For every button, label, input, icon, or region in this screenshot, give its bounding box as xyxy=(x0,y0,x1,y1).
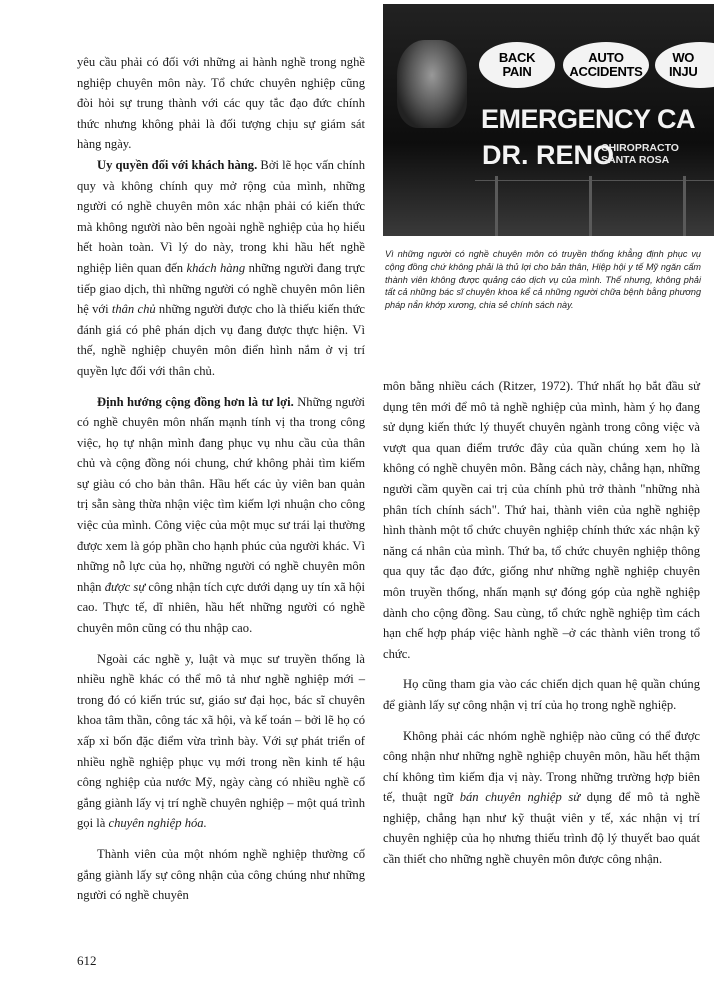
paragraph: yêu cầu phải có đối với những ai hành nghề trong nghề nghiệp chuyên môn này. Tổ chức chuyên nghiệp cũng đòi hỏi sự trung thành với các quy tắc đạo đức chính thức nhưng không phải là đối tượng chịu sự giám sát hàng ngày. xyxy=(77,55,365,152)
billboard-photo xyxy=(383,4,714,236)
billboard-brace xyxy=(475,180,714,181)
section-heading: Uy quyền đối với khách hàng. xyxy=(97,157,258,172)
paragraph: Ngoài các nghề y, luật và mục sư truyền thống là nhiều nghề khác có thể mô tả như nghề nghiệp mới – trong đó có kiến trúc sư, giáo sư đại học, bác sĩ chuyên khoa tâm thần, công tác xã hội, và kế toán – bởi lẽ họ có xấp xỉ bốn đặc điểm vừa trình bày. Với sự phát triển of nhiều nghề nghiệp phục vụ mới trong nền kinh tế hậu công nghiệp của nước Mỹ, ngày càng có nhiều nghề cố gắng giành lấy vị trí nghề chuyên nghiệp – một quá trình gọi là chuyên nghiệp hóa. xyxy=(77,651,365,831)
paragraph: Uy quyền đối với khách hàng. Bởi lẽ học vấn chính quy và không chính quy mở rộng của mình, những người có nghề chuyên môn xác nhận phải có kiến thức mà không người nào bên ngoài nghề nghiệp của họ hiểu hết hoàn toàn. Vì lý do này, trong khi hầu hết nghề nghiệp liên quan đến khách hàng những người đang trực tiếp giao dịch, thì những người có nghề chuyên môn liên hệ với thân chủ những người được cho là thiếu kiến thức đánh giá có phê phán dịch vụ đang được thực hiện. Vì thế, nghề nghiệp chuyên môn điển hình nắm ở vị trí quyền lực đối với thân chủ. xyxy=(77,157,366,378)
billboard-pole xyxy=(589,176,592,236)
section-heading: Định hướng cộng đồng hơn là tư lợi. xyxy=(97,394,294,409)
page-number: 612 xyxy=(77,953,97,968)
sign-back-pain: BACK PAIN xyxy=(479,42,555,88)
billboard-pole xyxy=(683,176,686,236)
paragraph: môn bằng nhiều cách (Ritzer, 1972). Thứ nhất họ bắt đầu sử dụng tên mới để mô tả nghề nghiệp của mình, hàm ý họ đang sử dụng kiến thức lý thuyết chuyên ngành trong công việc và vượt qua quan điểm trước đây của quần chúng xem họ là không có nghề chuyên môn. Bằng cách này, chẳng hạn, những người cầm quyền cai trị của chính phủ trở thành "những nhà phân tích chính sách". Thứ hai, thành viên của nghề nghiệp hình thành một tổ chức chuyên nghiệp chính thức xác nhận kỹ năng cá nhân của mình. Thứ ba, tổ chức chuyên nghiệp thông qua quy tắc đạo đức, giống như những nghề nghiệp chuyên môn truyền thống, nhấn mạnh sự đóng góp của nghề nghiệp dành cho cộng đồng. Sau cùng, tổ chức nghề nghiệp tìm cách hạn chế hợp pháp việc hành nghề –ở các thành viên trong tổ chức. xyxy=(383,379,700,661)
paragraph: Thành viên của một nhóm nghề nghiệp thường cố gắng giành lấy sự công nhận của công chúng như những người có nghề chuyên xyxy=(77,846,365,903)
right-column xyxy=(383,376,700,870)
paragraph: Định hướng cộng đồng hơn là tư lợi. Những người có nghề chuyên môn nhấn mạnh tính vị tha trong công việc, họ tự nhận mình đang phục vụ nhu cầu của thân chủ và cộng đồng nói chung, chứ không phải tìm kiếm sự giàu có cho bản thân. Hầu hết các ủy viên ban quản trị sẵn sàng thừa nhận việc tìm kiếm lợi nhuận cho công việc của mình. Công việc của một mục sư trái lại thường được xem là góp phần cho hạnh phúc của người khác. Vì những nỗ lực của họ, những người có nghề chuyên môn nhận được sự công nhận tích cực dưới dạng uy tín xã hội cao. Thực tế, dĩ nhiên, hầu hết những người có nghề chuyên môn cũng có thu nhập cao. xyxy=(77,394,365,636)
left-column xyxy=(77,52,365,906)
man-portrait xyxy=(397,40,467,128)
paragraph: Không phải các nhóm nghề nghiệp nào cũng có thể được công nhận như những nghề nghiệp chuyên môn, hầu hết thậm chí không tìm kiếm địa vị này. Trong những trường hợp biên tế, thuật ngữ bán chuyên nghiệp sử dụng để mô tả nghề nghiệp, chẳng hạn như kỹ thuật viên y tế, xác nhận vị trí chuyên nghiệp của họ nhưng thiếu trình độ lý thuyết bao quát cần thiết cho những nghề chuyên môn được công nhận. xyxy=(383,728,700,867)
sign-work-injury: WO INJU xyxy=(655,42,714,88)
billboard-subtitle: CHIROPRACTO SANTA ROSA xyxy=(601,142,679,166)
billboard-pole xyxy=(495,176,498,236)
billboard-headline: EMERGENCY CA xyxy=(481,104,696,134)
sign-auto-accidents: AUTO ACCIDENTS xyxy=(563,42,649,88)
paragraph: Họ cũng tham gia vào các chiến dịch quan hệ quần chúng để giành lấy sự công nhận vị trí của họ trong nghề nghiệp. xyxy=(383,677,700,712)
billboard-name: DR. RENO xyxy=(482,140,615,170)
photo-caption: Vì những người có nghề chuyên môn có truyền thống khẳng định phục vụ cộng đồng chứ không phải là thủ lợi cho bản thân, Hiệp hội y tế Mỹ ngăn cấm thành viên không được quảng cáo dịch vụ của mình. Thế nhưng, không phải tất cả những bác sĩ chuyên khoa kể cả những người chữa bệnh bằng phương pháp nắn khớp xương, chia sẻ chính sách này. xyxy=(385,249,701,311)
